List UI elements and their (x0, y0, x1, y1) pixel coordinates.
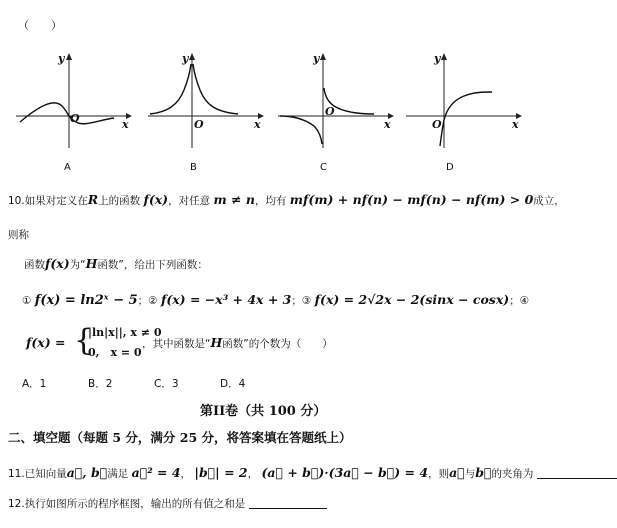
graph-c-option: C (320, 162, 327, 173)
graph-c-plot (276, 50, 396, 150)
q10-line3-c: 函数”，给出下列函数： (97, 259, 208, 271)
q10-option-c: C．3 (154, 378, 179, 390)
q10-f3: f(x) = 2√2x − 2(sinx − cosx) (314, 292, 510, 307)
q11-suffix: 的夹角为 (491, 468, 534, 480)
q10-mid3: ，均有 (254, 195, 287, 207)
q11-mid1: 满足 (107, 468, 129, 480)
q11-b: b⃗ (475, 465, 492, 480)
graph-a-y-label: y (58, 52, 65, 65)
q10-line3 (24, 257, 208, 272)
q10-inequality: mf(m) + nf(n) − mf(n) − nf(m) > 0 (289, 192, 534, 207)
graph-b-option: B (190, 162, 197, 173)
q12-text: 12.执行如图所示的程序框图，输出的所有值之和是 (8, 498, 246, 510)
graph-d-option: D (446, 162, 454, 173)
q10-option-d: D．4 (220, 378, 246, 390)
q10-piece-tail (142, 336, 333, 351)
q10-f4-num: ；④ (509, 295, 530, 307)
q10-piece-top: |ln|x||, x ≠ 0 (88, 326, 162, 339)
q10-line3-b: 为“ (69, 259, 86, 271)
q10-piece-tail-a: ，其中函数是“ (142, 338, 211, 350)
q10-line1 (8, 193, 565, 208)
q12-line (8, 497, 327, 511)
q11-mid2: ， (180, 468, 192, 480)
part2-title: 第II卷（共 100 分） (200, 404, 327, 419)
q10-piece-tail-h: H (210, 335, 223, 350)
q10-line3-a: 函数 (24, 259, 45, 271)
q10-piece-brace: { (74, 323, 94, 358)
part2-section: 二、填空题（每题 5 分，满分 25 分，将答案填在答题纸上） (8, 430, 352, 445)
q11-c1: a⃗² = 4 (131, 465, 181, 480)
q10-f1-num: ① (22, 295, 32, 307)
graph-d-origin: O (432, 118, 442, 131)
q10-piece-bottom: 0, x = 0 (88, 346, 142, 359)
graph-b-origin: O (194, 118, 204, 131)
q10-line3-h: H (85, 256, 98, 271)
q11-prefix: 11.已知向量 (8, 468, 67, 480)
q10-f2-num: ；② (137, 295, 158, 307)
q10-line3-func: f(x) (45, 256, 70, 271)
q11-line (8, 466, 617, 481)
graph-c-origin: O (325, 105, 335, 118)
q10-prefix: 10.如果对定义在 (8, 195, 88, 207)
q10-mid2: ，对任意 (168, 195, 211, 207)
q10-f1: f(x) = ln2ˣ − 5 (34, 293, 138, 308)
graph-d (404, 50, 524, 150)
prev-answer-paren: （ ） (18, 19, 62, 32)
q10-f3-num: ；③ (291, 295, 312, 307)
q10-set-r: R (87, 192, 99, 207)
graph-d-x-label: x (512, 118, 519, 131)
q10-piece-lhs: f(x) = (26, 335, 66, 350)
graph-a-x-label: x (122, 118, 129, 131)
graph-c-x-label: x (384, 118, 391, 131)
q10-functions (22, 293, 529, 308)
graph-c-y-label: y (313, 52, 320, 65)
q11-vecs: a⃗, b⃗ (66, 465, 108, 480)
q10-mid1: 上的函数 (98, 195, 141, 207)
graph-c (276, 50, 396, 150)
q10-line2: 则称 (8, 229, 29, 241)
graph-b-x-label: x (254, 118, 261, 131)
graph-d-plot (404, 50, 524, 150)
q10-option-a: A．1 (22, 378, 47, 390)
graph-d-y-label: y (434, 52, 441, 65)
q12-answer-blank[interactable] (249, 497, 327, 509)
q10-func: f(x) (143, 192, 169, 207)
q10-option-b: B．2 (88, 378, 113, 390)
graph-a-plot (14, 50, 134, 150)
q10-suffix: 成立， (533, 195, 565, 207)
q11-c2: |b⃗| = 2 (194, 465, 248, 480)
graph-b-y-label: y (182, 52, 189, 65)
q11-mid4: ，则 (428, 468, 450, 480)
q11-a: a⃗ (449, 465, 465, 480)
graph-a-option: A (64, 162, 71, 173)
q10-cond: m ≠ n (213, 192, 255, 207)
q11-mid3: ， (247, 468, 259, 480)
q10-f2: f(x) = −x³ + 4x + 3 (160, 292, 292, 307)
q11-mid5: 与 (464, 468, 476, 480)
graph-b (146, 50, 266, 150)
graph-a (14, 50, 134, 150)
graph-b-plot (146, 50, 266, 150)
q11-answer-blank[interactable] (537, 467, 617, 479)
q10-piece-tail-b: 函数”的个数为（ ） (222, 338, 333, 350)
graph-a-origin: O (70, 112, 80, 125)
q11-c3: (a⃗ + b⃗)·(3a⃗ − b⃗) = 4 (261, 465, 429, 480)
